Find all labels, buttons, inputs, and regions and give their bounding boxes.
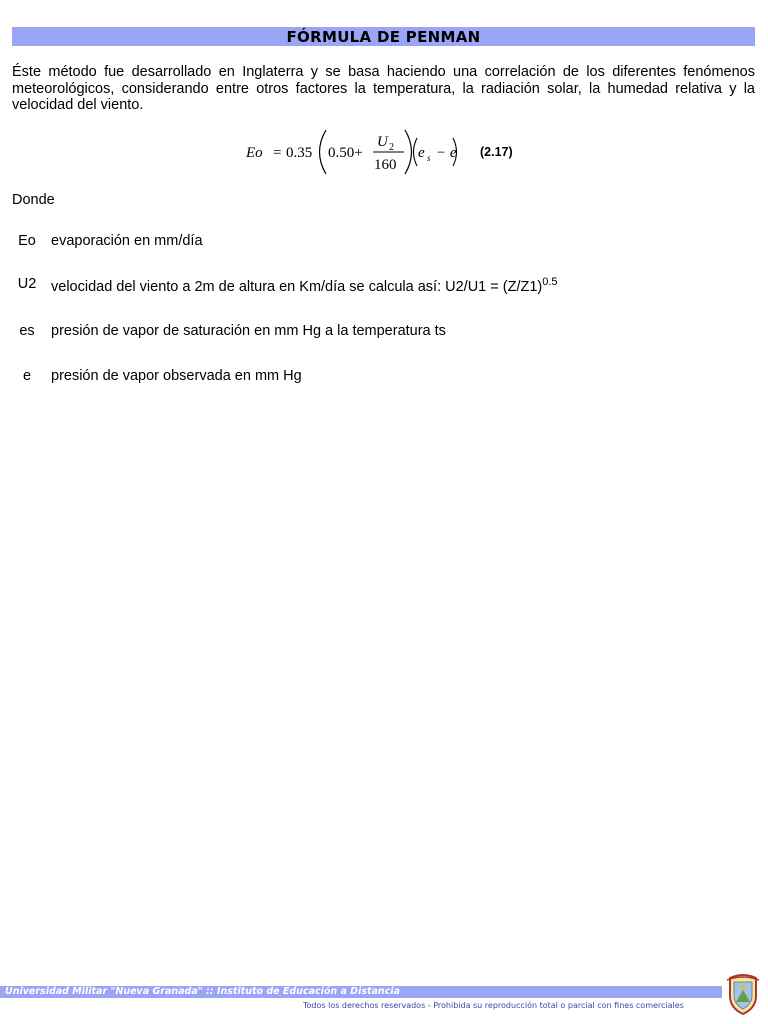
formula-second-factor: e bbox=[418, 145, 425, 161]
definition-text: velocidad del viento a 2m de altura en Km/día se calcula así: U2/U1 = (Z/Z1) bbox=[51, 279, 543, 295]
definition-symbol: Eo bbox=[18, 233, 36, 249]
definition-text: presión de vapor observada en mm Hg bbox=[51, 368, 302, 384]
formula-equals: = bbox=[273, 145, 282, 161]
formula-left-paren bbox=[320, 130, 327, 174]
definition-symbol: es bbox=[19, 323, 35, 339]
formula-denominator: 160 bbox=[374, 157, 397, 173]
equation-number: (2.17) bbox=[480, 145, 513, 159]
formula-second-left-paren bbox=[414, 138, 418, 166]
definition-symbol: U2 bbox=[17, 276, 37, 292]
definition-text-wrap bbox=[51, 276, 558, 295]
definition-superscript: 0.5 bbox=[542, 276, 558, 288]
formula-coefficient: 0.35 bbox=[286, 145, 313, 161]
definition-symbol: e bbox=[22, 368, 32, 384]
page-title: FÓRMULA DE PENMAN bbox=[12, 27, 755, 46]
intro-paragraph: Éste método fue desarrollado en Inglaterra y se basa haciendo una correlación de los diferentes fenómenos meteorológicos, considerando entre otros factores la temperatura, la radiación solar, la humedad relativa y la velocidad del viento. bbox=[12, 64, 755, 113]
formula-numerator: U bbox=[377, 134, 388, 150]
donde-label: Donde bbox=[12, 192, 55, 208]
footer-rights-text: Todos los derechos reservados - Prohibida su reproducción total o parcial con fines comerciales bbox=[303, 1001, 684, 1010]
footer-institution-bar: Universidad Militar "Nueva Granada" :: Instituto de Educación a Distancia bbox=[0, 986, 722, 998]
definition-text: presión de vapor de saturación en mm Hg a la temperatura ts bbox=[51, 323, 446, 339]
formula-right-paren bbox=[405, 130, 412, 174]
formula-minus-term: − e bbox=[436, 145, 457, 161]
university-shield-icon bbox=[722, 972, 764, 1016]
formula-numerator-subscript: 2 bbox=[389, 142, 394, 153]
formula-second-factor-subscript: s bbox=[427, 153, 431, 163]
formula-constant: 0.50+ bbox=[328, 145, 363, 161]
definition-text: evaporación en mm/día bbox=[51, 233, 203, 249]
formula-lhs: Eo bbox=[246, 145, 263, 161]
